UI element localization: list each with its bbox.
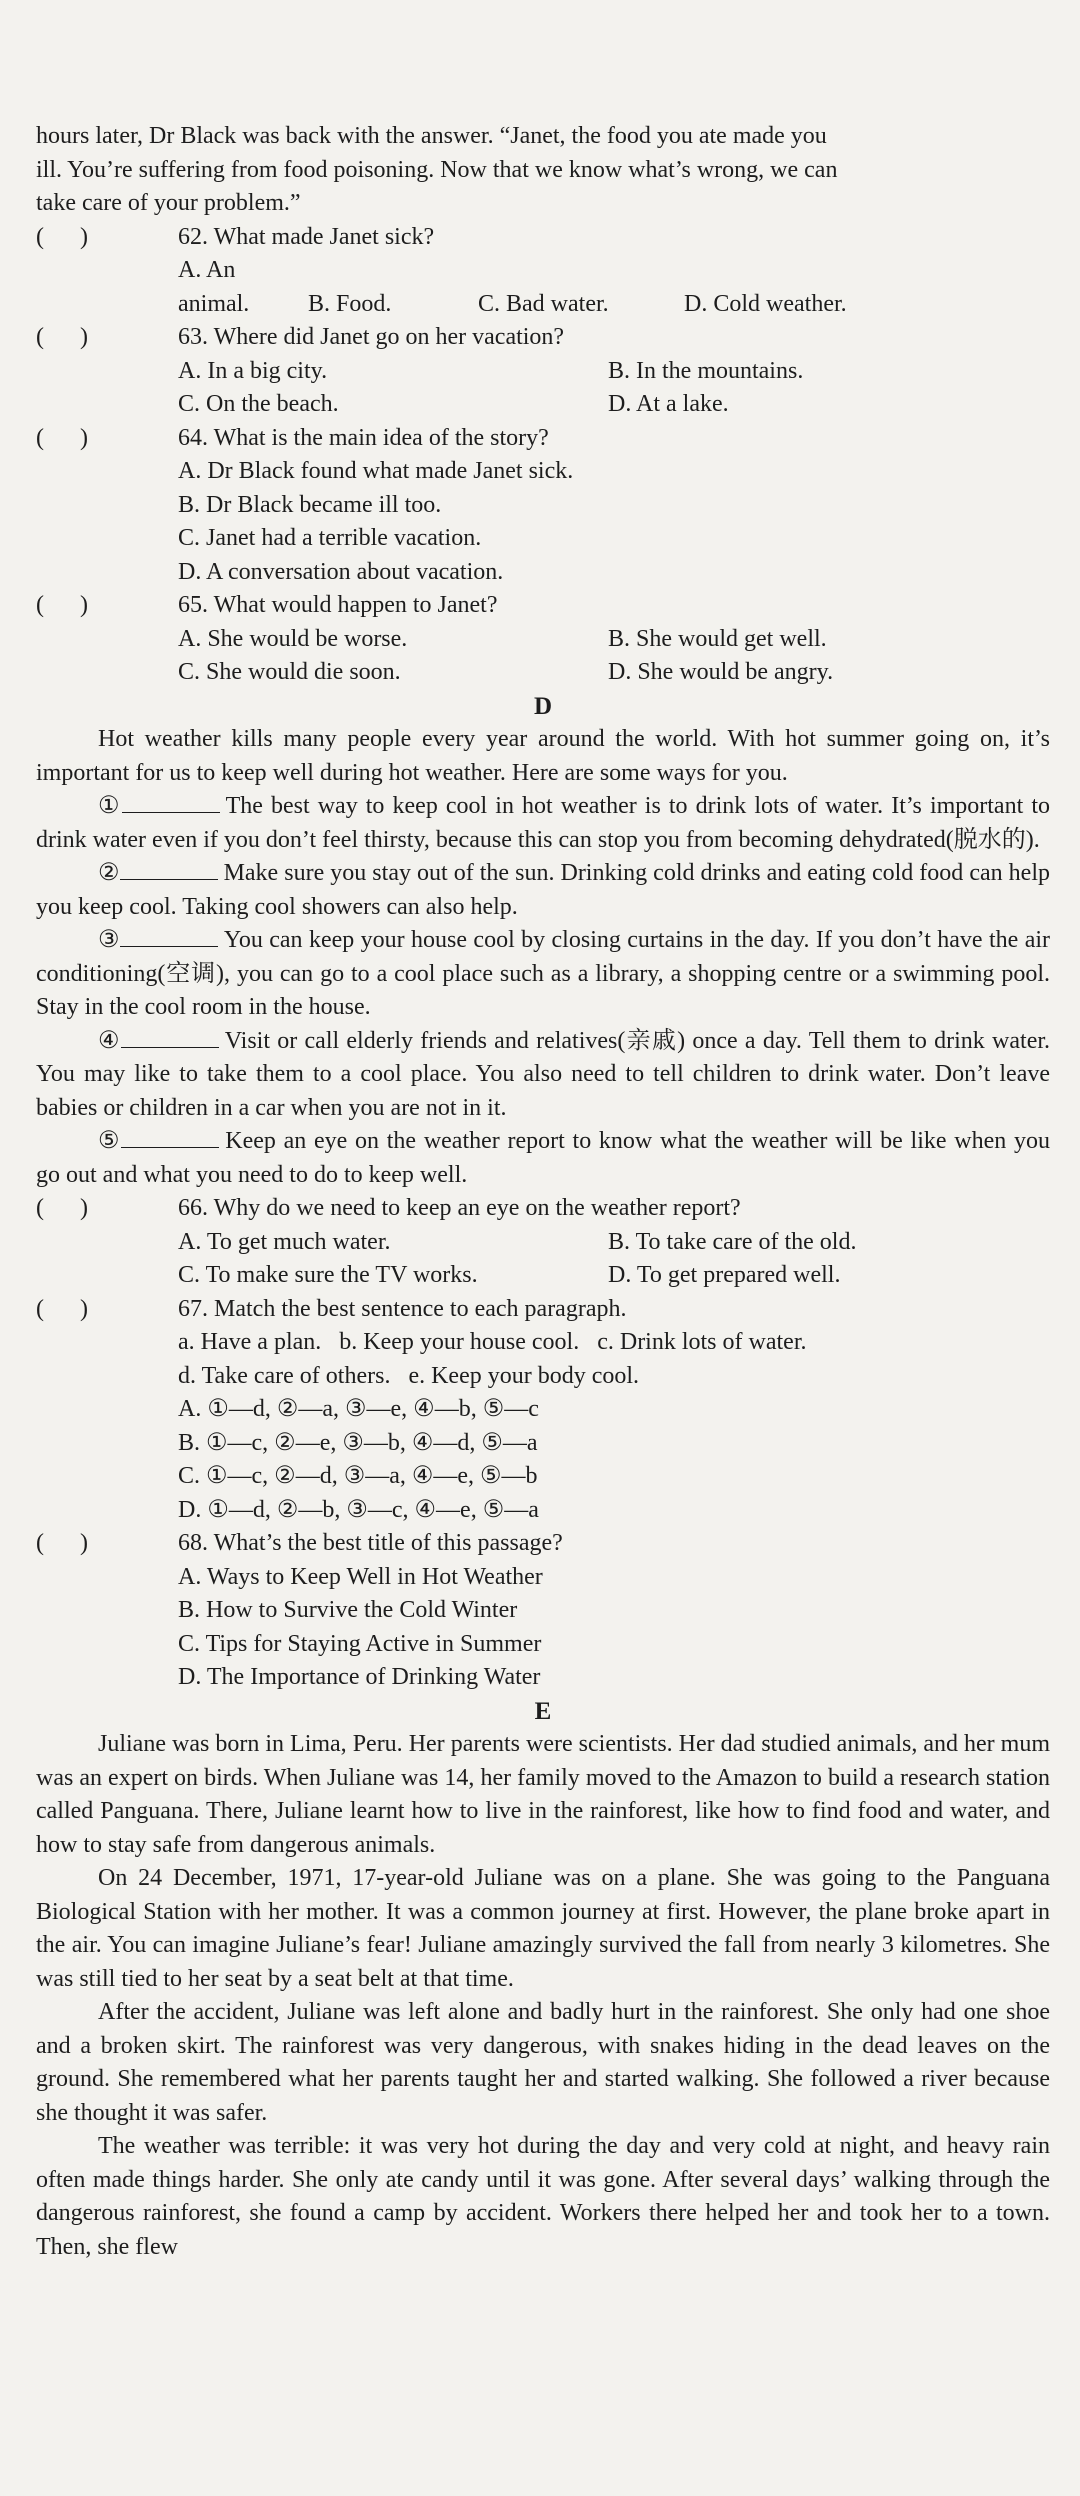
fill-blank[interactable] <box>120 857 218 880</box>
passage-e-para-3: After the accident, Juliane was left alone and badly hurt in the rainforest. She only had one shoe and a broken skirt. The rainforest was very dangerous, with snakes hiding in the dead leaves on the ground. She remembered what her parents taught her and started walking. She followed a river because she thought it was safer. <box>36 1999 1050 2126</box>
question-64 <box>36 422 1050 456</box>
answer-bracket[interactable]: ( ) <box>36 1530 88 1556</box>
question-66 <box>36 1192 1050 1226</box>
option-a: A. ①—d, ②—a, ③—e, ④—b, ⑤—c <box>178 1396 539 1422</box>
option-d: D. Cold weather. <box>684 290 847 317</box>
answer-bracket[interactable]: ( ) <box>36 424 88 451</box>
option-c: C. She would die soon. <box>178 659 401 685</box>
question-stem: 65. What would happen to Janet? <box>178 592 498 618</box>
passage-e-para-4: The weather was terrible: it was very hot during the day and very cold at night, and heavy rain often made things harder. She only ate candy until it was gone. After several days’ walking through the dangerous rainforest, she found a camp by accident. Workers there helped her and took her to a town. Then, she flew <box>36 2133 1050 2260</box>
option-b: B. Food. <box>308 290 392 317</box>
question-68 <box>36 1527 1050 1561</box>
option-d: D. She would be angry. <box>608 659 834 685</box>
passage-d-para-4: ④ Visit or call elderly friends and relatives(亲戚) once a day. Tell them to drink water. You may like to take them to a cool place. You also need to tell children to drink water. Don’t leave babies or children in a car when you are not in it. <box>36 1025 1050 1126</box>
option-d: D. A conversation about vacation. <box>178 558 504 585</box>
option-a: A. Dr Black found what made Janet sick. <box>178 458 574 484</box>
option-c: C. On the beach. <box>178 391 339 417</box>
passage-e-para-1: Juliane was born in Lima, Peru. Her parents were scientists. Her dad studied animals, and her mum was an expert on birds. When Juliane was 14, her family moved to the Amazon to build a research station called Panguana. There, Juliane learnt how to live in the rainforest, like how to find food and water, and how to stay safe from dangerous animals. <box>36 1731 1050 1858</box>
question-62 <box>36 221 1050 255</box>
option-c: C. Bad water. <box>478 290 609 317</box>
question-stem: 62. What made Janet sick? <box>178 223 435 250</box>
match-choices: d. Take care of others. e. Keep your body cool. <box>178 1362 640 1389</box>
option-c: C. ①—c, ②—d, ③—a, ④—e, ⑤—b <box>178 1463 538 1489</box>
option-a: A. She would be worse. <box>178 625 408 652</box>
fill-blank[interactable] <box>121 1125 219 1148</box>
question-stem: 67. Match the best sentence to each paragraph. <box>178 1295 627 1322</box>
answer-bracket[interactable]: ( ) <box>36 324 88 350</box>
section-title-d: D <box>533 692 553 720</box>
option-c: C. To make sure the TV works. <box>178 1262 478 1288</box>
text-line: take care of your problem.” <box>36 190 301 216</box>
option-a: A. To get much water. <box>178 1228 391 1255</box>
options-66 <box>178 1226 1050 1293</box>
section-title-e: E <box>534 1697 552 1725</box>
options-62 <box>178 254 1050 321</box>
option-a: A. An animal. <box>178 257 250 317</box>
option-b: B. ①—c, ②—e, ③—b, ④—d, ⑤—a <box>178 1429 538 1456</box>
option-a: A. Ways to Keep Well in Hot Weather <box>178 1563 543 1590</box>
passage-d-para-3: ③ You can keep your house cool by closing curtains in the day. If you don’t have the air conditioning(空调), you can go to a cool place such as a library, a shopping centre or a swimming pool. Stay in the cool room in the house. <box>36 924 1050 1025</box>
question-stem: 68. What’s the best title of this passage? <box>178 1530 563 1556</box>
passage-d-para-2: ② Make sure you stay out of the sun. Drinking cold drinks and eating cold food can help you keep cool. Taking cool showers can also help. <box>36 857 1050 924</box>
option-b: B. In the mountains. <box>608 357 804 384</box>
option-c: C. Tips for Staying Active in Summer <box>178 1630 542 1657</box>
question-stem: 66. Why do we need to keep an eye on the weather report? <box>178 1195 741 1221</box>
answer-bracket[interactable]: ( ) <box>36 592 88 618</box>
options-65 <box>178 623 1050 690</box>
passage-e-para-2: On 24 December, 1971, 17-year-old Juliane was on a plane. She was going to the Panguana Biological Station with her mother. It was a common journey at first. However, the plane broke apart in the air. You can imagine Juliane’s fear! Juliane amazingly survived the fall from nearly 3 kilometres. She was still tied to her seat by a seat belt at that time. <box>36 1865 1050 1992</box>
options-67 <box>178 1326 1050 1527</box>
question-63 <box>36 321 1050 355</box>
option-c: C. Janet had a terrible vacation. <box>178 525 482 551</box>
passage-d-intro: Hot weather kills many people every year around the world. With hot summer going on, it’s important for us to keep well during hot weather. Here are some ways for you. <box>36 726 1050 786</box>
fill-blank[interactable] <box>120 924 218 947</box>
answer-bracket[interactable]: ( ) <box>36 1295 88 1322</box>
question-stem: 64. What is the main idea of the story? <box>178 424 549 451</box>
question-stem: 63. Where did Janet go on her vacation? <box>178 324 565 350</box>
question-65 <box>36 589 1050 623</box>
option-d: D. The Importance of Drinking Water <box>178 1664 541 1690</box>
options-64 <box>178 455 1050 589</box>
answer-bracket[interactable]: ( ) <box>36 1195 88 1221</box>
option-a: A. In a big city. <box>178 357 328 384</box>
question-67 <box>36 1293 1050 1327</box>
option-d: D. ①—d, ②—b, ③—c, ④—e, ⑤—a <box>178 1496 539 1523</box>
fill-blank[interactable] <box>122 790 220 813</box>
option-b: B. How to Survive the Cold Winter <box>178 1597 518 1623</box>
story-ending-paragraph <box>36 120 1050 221</box>
passage-d-para-5: ⑤ Keep an eye on the weather report to know what the weather will be like when you go out and what you need to do to keep well. <box>36 1125 1050 1192</box>
match-choices: a. Have a plan. b. Keep your house cool. c. Drink lots of water. <box>178 1329 807 1355</box>
fill-blank[interactable] <box>121 1025 219 1048</box>
options-68 <box>178 1561 1050 1695</box>
option-b: B. She would get well. <box>608 625 827 652</box>
option-b: B. Dr Black became ill too. <box>178 491 442 518</box>
option-b: B. To take care of the old. <box>608 1228 857 1255</box>
passage-d-para-1: ① The best way to keep cool in hot weather is to drink lots of water. It’s important to drink water even if you don’t feel thirsty, because this can stop you from becoming dehydrated(脱水的). <box>36 790 1050 857</box>
options-63 <box>178 355 1050 422</box>
text-line: hours later, Dr Black was back with the answer. “Janet, the food you ate made you <box>36 123 827 149</box>
answer-bracket[interactable]: ( ) <box>36 223 88 250</box>
text-line: ill. You’re suffering from food poisoning. Now that we know what’s wrong, we can <box>36 156 838 183</box>
option-d: D. To get prepared well. <box>608 1262 841 1288</box>
option-d: D. At a lake. <box>608 391 729 417</box>
